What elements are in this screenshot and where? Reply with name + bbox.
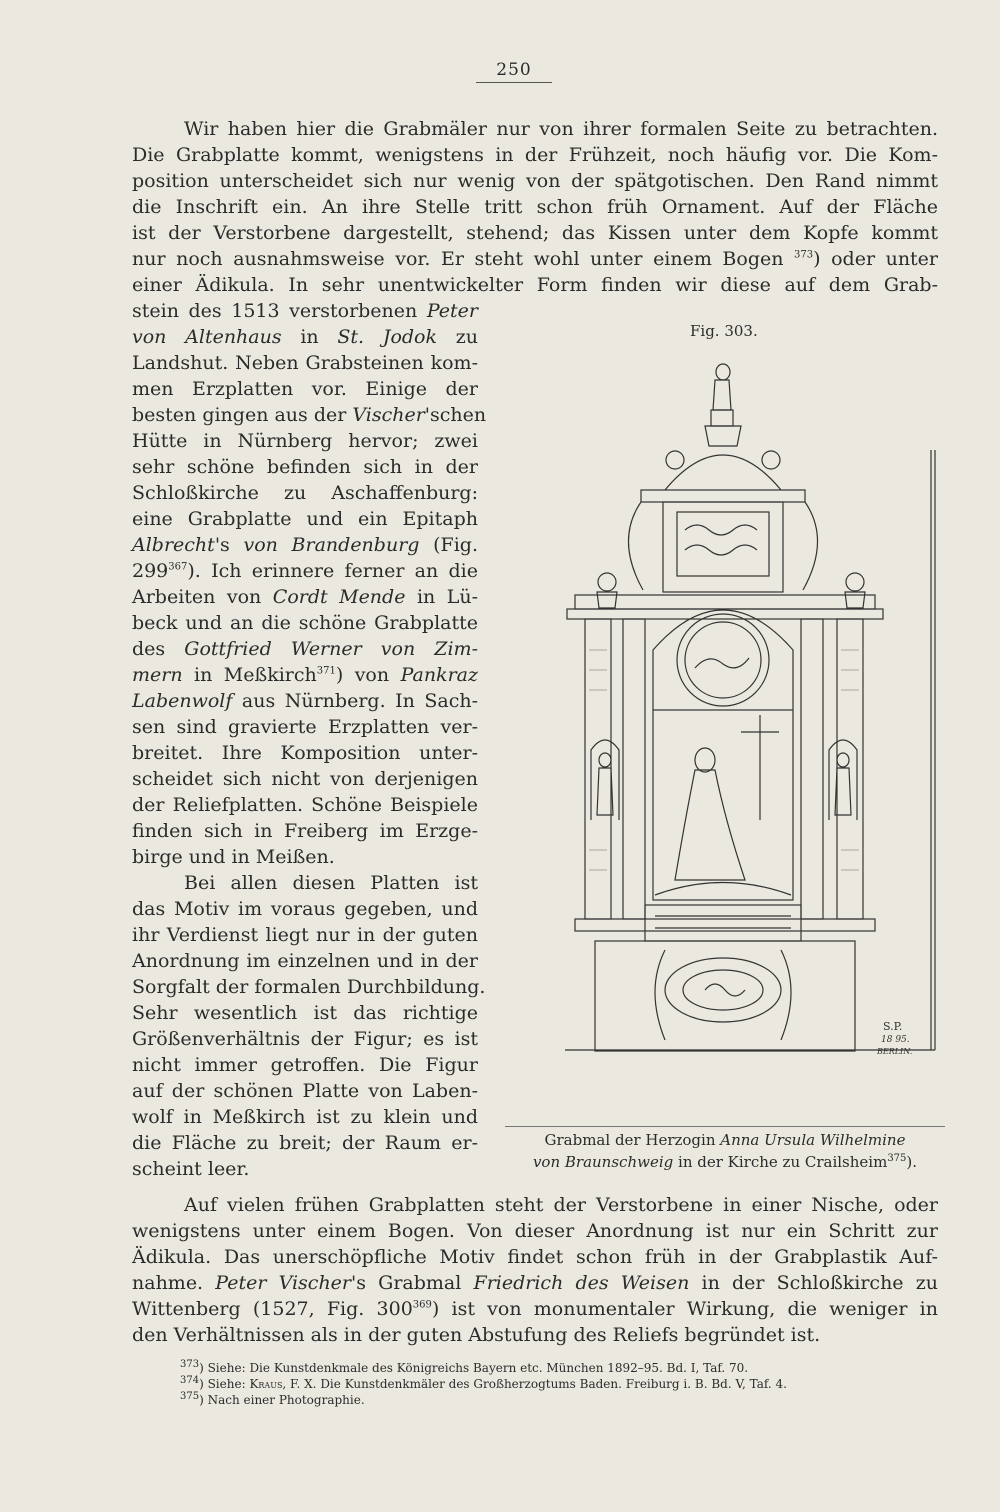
text-line: scheidet sich nicht von derjenigen [132,768,478,790]
text-line: birge und in Meißen. [132,846,335,868]
text-line: nur noch ausnahmsweise vor. Er steht wohl unter einem Bogen $^{373}$) oder unter [132,248,939,270]
text-line: Landshut. Neben Grabsteinen kom- [132,352,478,374]
text-line: position unterscheidet sich nur wenig von der spätgotischen. Den Rand nimmt [132,170,938,192]
text-line: von Altenhaus in St. Jodok zu [132,326,478,348]
text-line: auf der schönen Platte von Laben- [132,1080,478,1102]
text-line: der Reliefplatten. Schöne Beispiele [132,794,478,816]
text-line: die Fläche zu breit; der Raum er- [132,1132,478,1154]
left-column-text [132,298,487,1182]
text-line: ist der Verstorbene dargestellt, stehend; das Kissen unter dem Kopfe kommt [132,222,938,244]
text-line: finden sich in Freiberg im Erzge- [132,820,478,842]
figure-caption: Grabmal der Herzogin Anna Ursula Wilhelmine von Braunschweig in der Kirche zu Crailsheim$^{375}$). [505,1126,945,1173]
text-line: des Gottfried Werner von Zim- [132,638,478,660]
text-line: Sehr wesentlich ist das richtige [132,1002,478,1024]
text-line: Ädikula. Das unerschöpfliche Motiv findet schon früh in der Grabplastik Auf- [132,1246,938,1268]
text-line: nicht immer getroffen. Die Figur [132,1054,478,1076]
paragraph-1 [132,116,938,298]
text-line: Größenverhältnis der Figur; es ist [132,1028,478,1050]
text-line: Arbeiten von Cordt Mende in Lü- [132,586,478,608]
text-line: das Motiv im voraus gegeben, und [132,898,478,920]
text-line: stein des 1513 verstorbenen Peter [132,300,478,322]
text-line: Auf vielen frühen Grabplatten steht der Verstorbene in einer Nische, oder [184,1194,938,1216]
text-line: wenigstens unter einem Bogen. Von dieser Anordnung ist nur ein Schritt zur [132,1220,938,1242]
footnote: $^{375}$) Nach einer Photographie. [180,1391,365,1407]
footnotes [180,1360,920,1408]
paragraph-3 [132,1192,938,1348]
signature-place: BERLIN. [877,1047,913,1056]
text-line: besten gingen aus der Vischer'schen [132,404,487,426]
footnote-ref: 373 [794,249,814,261]
text-line: sehr schöne befinden sich in der [132,456,478,478]
text-line: Wittenberg (1527, Fig. $300^{369}$) ist von monumentaler Wirkung, die weniger in [132,1298,938,1320]
text-line: Albrecht's von Brandenburg (Fig. [132,534,478,556]
text-line: Bei allen diesen Platten ist [184,872,478,894]
footnote: $^{374}$) Siehe: Kraus, F. X. Die Kunstdenkmäler des Großherzogtums Baden. Freiburg i. B. Bd. V, Taf. 4. [180,1375,787,1391]
text-line: Wir haben hier die Grabmäler nur von ihrer formalen Seite zu betrachten. [184,118,938,140]
text-line: eine Grabplatte und ein Epitaph [132,508,478,530]
text-line: men Erzplatten vor. Einige der [132,378,478,400]
text-line: Hütte in Nürnberg hervor; zwei [132,430,478,452]
text-line: Anordnung im einzelnen und in der [132,950,478,972]
text-line: beck und an die schöne Grabplatte [132,612,478,634]
text-line: breitet. Ihre Komposition unter- [132,742,478,764]
text-line: die Inschrift ein. An ihre Stelle tritt schon früh Ornament. Auf der Fläche [132,196,938,218]
tomb-monument-engraving [545,350,940,1070]
text-line: Sorgfalt der formalen Durchbildung. [132,976,486,998]
signature-initials: S.P. [883,1020,903,1033]
text-line: sen sind gravierte Erzplatten ver- [132,716,478,738]
text-line: scheint leer. [132,1158,250,1180]
text-line: wolf in Meßkirch ist zu klein und [132,1106,478,1128]
figure-label: Fig. 303. [690,322,758,340]
text-line: Die Grabplatte kommt, wenigstens in der Frühzeit, noch häufig vor. Die Kom- [132,144,938,166]
engraving-illustration [545,350,940,1070]
text-line: einer Ädikula. In sehr unentwickelter Form finden wir diese auf dem Grab- [132,274,938,296]
signature-date: 18 95. [881,1035,910,1045]
text-line: mern in Meßkirch$^{371}$) von Pankraz [132,664,478,686]
text-line: $299^{367}$). Ich erinnere ferner an die [132,560,478,582]
footnote: $^{373}$) Siehe: Die Kunstdenkmale des Königreichs Bayern etc. München 1892–95. Bd. I, Taf. 70. [180,1359,749,1375]
text-line: Schloßkirche zu Aschaffenburg: [132,482,478,504]
text-line: Labenwolf aus Nürnberg. In Sach- [132,690,478,712]
text-line: den Verhältnissen als in der guten Abstufung des Reliefs begründet ist. [132,1324,821,1346]
page-number: 250 [476,60,552,83]
text-line: nahme. Peter Vischer's Grabmal Friedrich des Weisen in der Schloßkirche zu [132,1272,938,1294]
text-line: ihr Verdienst liegt nur in der guten [132,924,478,946]
